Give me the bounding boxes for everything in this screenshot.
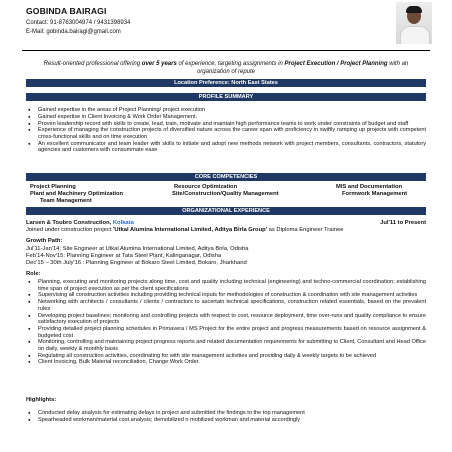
profile-photo	[396, 2, 432, 44]
list-item: ● Regulating all construction activities, coordinating for with site management activities and providing daily & weekly targets to be achieved	[26, 353, 426, 360]
highlights-label: Highlights:	[26, 397, 57, 403]
list-item: ● Gained expertise in the areas of Project Planning/ project execution	[26, 107, 426, 114]
role-label: Role:	[26, 271, 41, 277]
competency-item: Plant and Machinery Optimization	[30, 191, 124, 197]
contact-phone: Contact: 91-8763004974 / 9431398934	[26, 20, 131, 26]
list-item: ● Developing project baselines; monitoring and controlling projects with respect to cost, resource deployment, time over-runs and quality compliance to ensure satisfactory execution of projects	[26, 313, 426, 326]
employment-dates: Jul'11 to Present	[380, 220, 426, 226]
company-location: Kolkata	[112, 220, 134, 226]
highlights-list	[26, 410, 426, 424]
company-name: Larsen & Toubro Construction,	[26, 220, 113, 226]
resume-page	[22, 0, 430, 452]
list-item: ● Monitoring, controlling and maintaining project progress reports and related documentation requirements for submitting to Client, Consultant and Head Office on daily, weekly & monthly basis	[26, 339, 426, 352]
growth-item: Jul'11-Jan'14: Site Engineer at Utkal Alumina International Limited, Aditya Birla, Odisha	[26, 246, 249, 252]
organizational-experience-heading: ORGANIZATIONAL EXPERIENCE	[26, 207, 426, 215]
competency-item: Formwork Management	[342, 191, 408, 197]
growth-path-label: Growth Path:	[26, 238, 63, 244]
competency-item: Team Management	[40, 198, 92, 204]
list-item: ● Experience of managing the construction projects of diversified nature across the career span with proficiency in swiftly ramping up projects with competent cross-functional skills and on time execution	[26, 127, 426, 140]
growth-item: Feb'14-Nov'15: Planning Engineer at Tata Steel Plant, Kalinganagar, Odisha	[26, 253, 222, 259]
list-item: ● Providing detailed project planning schedules in Primavera / MS Project for the entire project and progress measurements based on resource assignment & budgeted cost	[26, 326, 426, 339]
competency-item: Site/Construction/Quality Management	[172, 191, 279, 197]
competency-item: MIS and Documentation	[336, 184, 403, 190]
joining-note: Joined under construction project 'Utkal Alumina International Limited, Aditya Birla Group' as Diploma Engineer Trainee	[26, 227, 344, 233]
competency-item: Project Planning	[30, 184, 76, 190]
header-divider	[22, 50, 430, 51]
employer-line	[26, 220, 426, 226]
list-item: ● Proven leadership record with skills to create, lead, train, motivate and maintain high performance teams to work under constraints of budget and staff	[26, 121, 426, 128]
list-item: ● Planning, executing and monitoring projects along time, cost and quality including technical (engineering) and techno-commercial coordination; establishing time span of project execution as per the client specifications	[26, 279, 426, 292]
objective-summary: Result-oriented professional offering over 5 years of experience, targeting assignments in Project Execution / Project Planning with an organization of repute	[43, 61, 409, 75]
growth-item: Dec'15 – 30th July'16 : Planning Engineer at Bokaro Steel Limited, Bokaro, Jharkhand	[26, 260, 247, 266]
list-item: ● Client Invoicing, Bulk Material reconciliation, Change Work Order.	[26, 359, 426, 366]
profile-summary-heading: PROFILE SUMMARY	[26, 93, 426, 101]
list-item: ● Supervising all construction activities including providing technical inputs for methodologies of construction & coordination with site management activities	[26, 292, 426, 299]
role-list	[26, 279, 426, 366]
profile-summary-list	[26, 107, 426, 154]
contact-email: E-Mail: gobinda.bairagi@gmail.com	[26, 29, 121, 35]
list-item: ● Networking with architects / consultants / clients / contractors to ascertain technical specifications, construction related essentials, based on the prevalent rules	[26, 299, 426, 312]
location-preference-bar: Location Preference: North East States	[26, 79, 426, 87]
list-item: ● Spearheaded workman/material cost analysis; demobilized n mobilized workman and material accordingly	[26, 417, 426, 424]
list-item: ● An excellent communicator and team leader with skills to initiate and adopt new methods network with project members, consultants, contractors, statutory agencies and customers with consummate ease	[26, 141, 426, 154]
list-item: ● Gained expertise in Client Invoicing & Work Order Management.	[26, 114, 426, 121]
competency-item: Resource Optimization	[174, 184, 238, 190]
core-competencies-heading: CORE COMPETENCIES	[26, 173, 426, 181]
list-item: ● Conducted delay analysis for estimating delays in project and submitted the findings to the top management	[26, 410, 426, 417]
candidate-name: GOBINDA BAIRAGI	[26, 6, 107, 16]
